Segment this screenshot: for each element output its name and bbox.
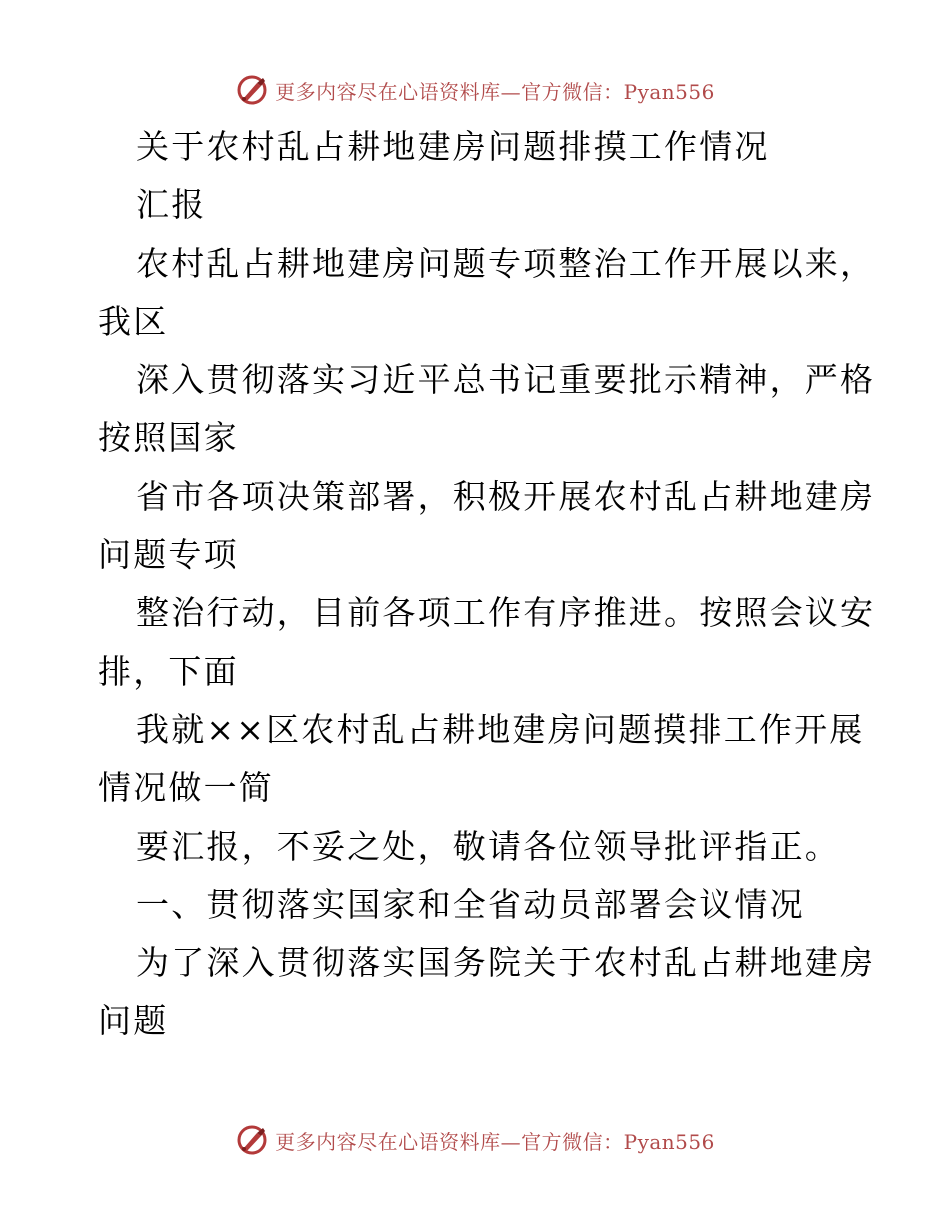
body-line: 要汇报，不妥之处，敬请各位领导批评指正。 xyxy=(136,826,840,866)
body-line: 深入贯彻落实习近平总书记重要批示精神，严格 xyxy=(136,360,876,400)
section-heading: 一、贯彻落实国家和全省动员部署会议情况 xyxy=(136,884,805,924)
watermark-footer xyxy=(0,1120,950,1160)
body-line: 农村乱占耕地建房问题专项整治工作开展以来， xyxy=(136,243,876,283)
pen-logo-icon xyxy=(235,1123,269,1157)
body-line: 为了深入贯彻落实国务院关于农村乱占耕地建房 xyxy=(136,943,876,983)
body-line: 问题 xyxy=(98,1001,169,1041)
title-line-1: 关于农村乱占耕地建房问题排摸工作情况 xyxy=(136,127,770,166)
body-line: 省市各项决策部署，积极开展农村乱占耕地建房 xyxy=(136,476,876,516)
body-line: 整治行动，目前各项工作有序推进。按照会议安 xyxy=(136,593,876,633)
watermark-text: 更多内容尽在心语资料库—官方微信：Pyan556 xyxy=(275,1129,715,1154)
body-line: 排，下面 xyxy=(98,651,239,691)
watermark-header xyxy=(0,70,950,110)
body-line: 按照国家 xyxy=(98,418,239,458)
watermark-text: 更多内容尽在心语资料库—官方微信：Pyan556 xyxy=(275,79,715,104)
body-line: 我区 xyxy=(98,301,169,341)
body-line: 情况做一简 xyxy=(98,768,274,808)
title-line-2: 汇报 xyxy=(136,185,207,225)
pen-logo-icon xyxy=(235,73,269,107)
body-line: 我就××区农村乱占耕地建房问题摸排工作开展 xyxy=(136,709,865,749)
document-body xyxy=(98,118,876,1051)
body-line: 问题专项 xyxy=(98,535,239,575)
